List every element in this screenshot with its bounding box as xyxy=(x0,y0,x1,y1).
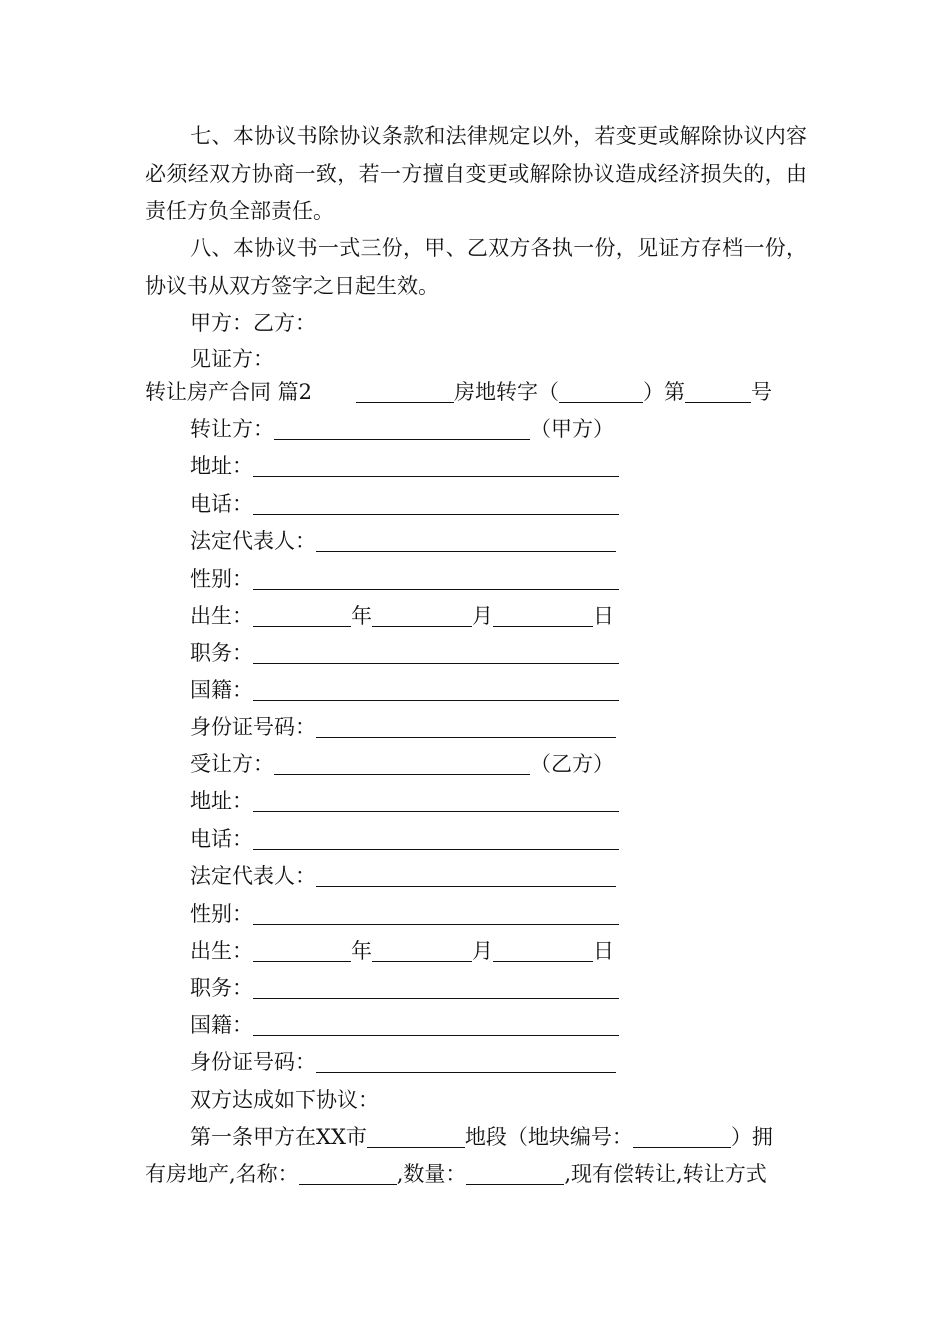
blank-field xyxy=(253,492,619,515)
blank-field xyxy=(493,604,593,627)
transferor-birth: 出生： 年 月 日 xyxy=(190,604,614,628)
blank-field xyxy=(253,641,619,664)
transferee-gender: 性别： xyxy=(190,896,619,934)
transferor-nationality: 国籍： xyxy=(190,672,619,710)
agreement-intro: 双方达成如下协议： xyxy=(190,1088,379,1112)
article-1-line-2: 有房地产,名称： ,数量： ,现有偿转让,转让方式 xyxy=(145,1162,767,1186)
blank-field xyxy=(559,380,643,403)
paragraph-article-8: 八、本协议书一式三份，甲、乙双方各执一份，见证方存档一份，协议书从双方签字之日起生效。 xyxy=(145,236,807,298)
blank-field xyxy=(466,1162,564,1185)
blank-field xyxy=(253,789,619,812)
transferor-gender: 性别： xyxy=(190,561,619,599)
transferor-address: 地址： xyxy=(190,448,619,486)
blank-field xyxy=(367,1125,465,1148)
contract-heading-line: 转让房产合同 篇2 房地转字（ ）第 号 xyxy=(145,380,773,404)
blank-field xyxy=(253,567,619,590)
contract-heading: 转让房产合同 篇2 xyxy=(145,380,313,404)
blank-field xyxy=(253,454,619,477)
blank-field xyxy=(316,715,616,738)
transferee-line: 受让方： （乙方） xyxy=(190,752,614,776)
blank-field xyxy=(274,752,530,775)
blank-field xyxy=(274,417,530,440)
transferee-phone: 电话： xyxy=(190,821,619,859)
transferor-phone: 电话： xyxy=(190,486,619,524)
transferor-position: 职务： xyxy=(190,635,619,673)
blank-field xyxy=(253,902,619,925)
article-1-line-1: 第一条甲方在XX市 地段（地块编号： ）拥 xyxy=(190,1125,773,1149)
blank-field xyxy=(253,976,619,999)
blank-field xyxy=(316,1050,616,1073)
blank-field xyxy=(253,827,619,850)
transferee-birth: 出生： 年 月 日 xyxy=(190,939,614,963)
blank-field xyxy=(253,939,351,962)
transferor-legal-rep: 法定代表人： xyxy=(190,523,616,561)
blank-field xyxy=(356,380,454,403)
transferee-address: 地址： xyxy=(190,783,619,821)
blank-field xyxy=(685,380,751,403)
blank-field xyxy=(633,1125,731,1148)
blank-field xyxy=(316,529,616,552)
transferor-id: 身份证号码： xyxy=(190,709,616,747)
blank-field xyxy=(493,939,593,962)
paragraph-article-7: 七、本协议书除协议条款和法律规定以外，若变更或解除协议内容必须经双方协商一致，若一方擅自变更或解除协议造成经济损失的，由责任方负全部责任。 xyxy=(145,124,807,223)
blank-field xyxy=(316,864,616,887)
blank-field xyxy=(253,604,351,627)
signature-party-ab: 甲方：乙方： xyxy=(190,311,316,335)
blank-field xyxy=(253,1013,619,1036)
blank-field xyxy=(372,604,472,627)
transferor-line: 转让方： （甲方） xyxy=(190,417,614,441)
signature-witness: 见证方： xyxy=(190,347,274,371)
blank-field xyxy=(372,939,472,962)
transferee-nationality: 国籍： xyxy=(190,1007,619,1045)
transferee-id: 身份证号码： xyxy=(190,1044,616,1082)
transferee-position: 职务： xyxy=(190,970,619,1008)
transferee-legal-rep: 法定代表人： xyxy=(190,858,616,896)
blank-field xyxy=(299,1162,397,1185)
blank-field xyxy=(253,678,619,701)
